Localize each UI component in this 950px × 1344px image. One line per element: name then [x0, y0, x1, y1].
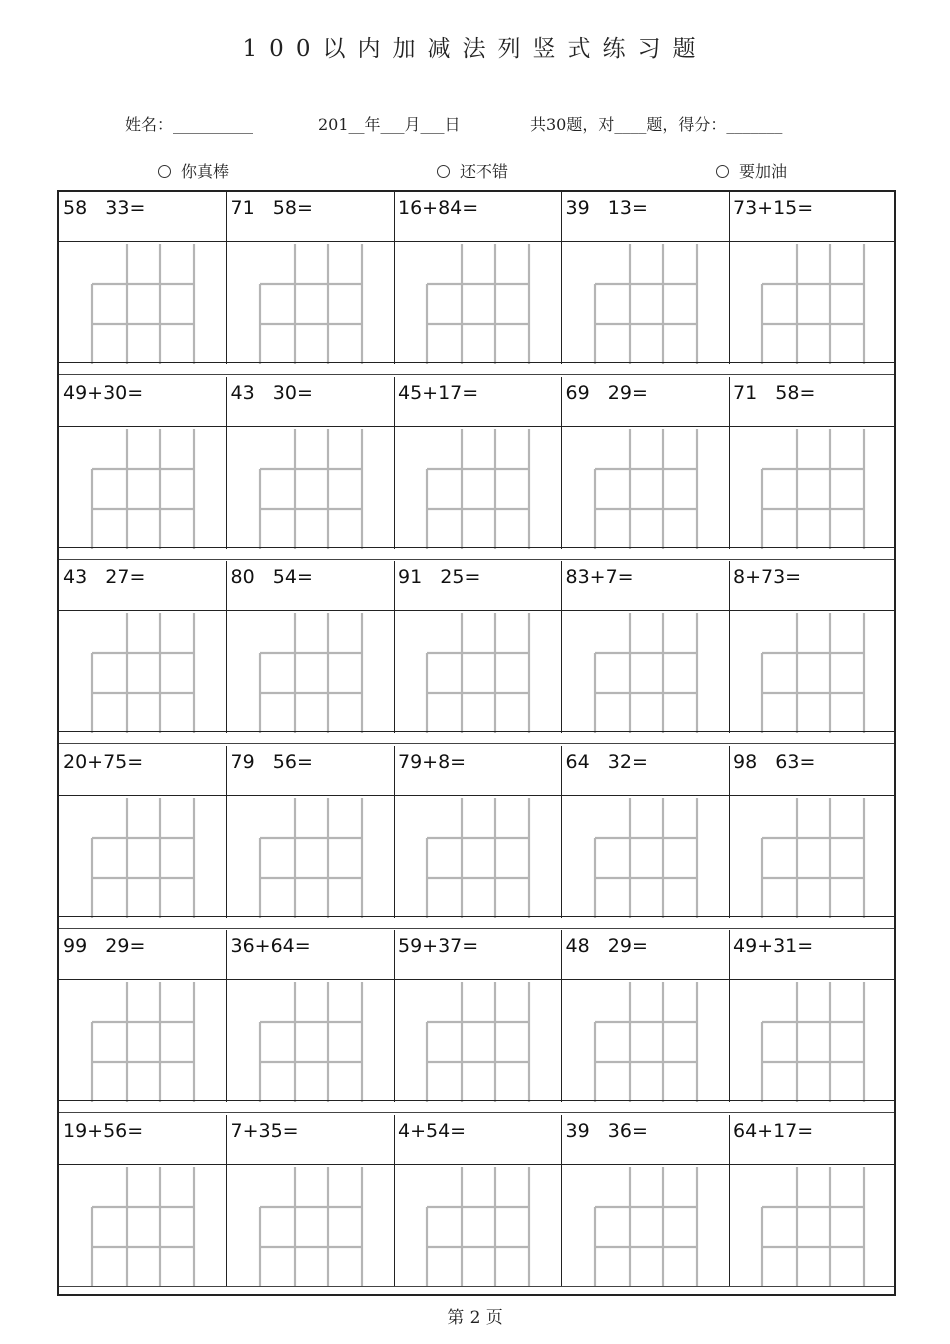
problem-divider: [59, 795, 894, 796]
problem-cell: [227, 192, 395, 364]
problem-text: 8+73=: [733, 566, 802, 588]
problem-row: [59, 746, 894, 930]
problem-text: 19+56=: [63, 1119, 144, 1142]
problem-divider: [59, 426, 894, 427]
page-number: 第 2 页: [447, 1308, 503, 1328]
problem-text: 79 56=: [230, 750, 313, 773]
problem-row: [59, 1115, 894, 1299]
row-separator: [59, 743, 894, 744]
problem-cell: [394, 746, 562, 918]
problem-row: [59, 561, 894, 745]
row-separator: [59, 1112, 894, 1113]
problem-text: 20+75=: [63, 750, 144, 773]
problem-cell: [394, 930, 562, 1102]
row-separator: [59, 547, 894, 548]
problem-cell: [729, 746, 897, 918]
problem-text: 43 27=: [63, 566, 146, 588]
problem-text: 73+15=: [733, 197, 814, 219]
problem-cell: [562, 377, 730, 549]
row-separator: [59, 1100, 894, 1101]
problem-row: [59, 377, 894, 561]
name-field[interactable]: 姓名：__________: [125, 115, 254, 134]
problem-text: 36+64=: [230, 935, 311, 957]
row-separator: [59, 916, 894, 917]
problem-text: 83+7=: [565, 566, 634, 588]
radio-circle-icon[interactable]: [437, 165, 450, 178]
problem-text: 39 36=: [565, 1119, 648, 1142]
date-field[interactable]: 201__年___月___日: [318, 115, 461, 134]
problem-cell: [59, 1115, 227, 1287]
problem-divider: [59, 241, 894, 242]
problem-cell: [394, 561, 562, 733]
problem-text: 49+31=: [733, 935, 814, 957]
problem-text: 79+8=: [398, 750, 467, 773]
problem-cell: [394, 377, 562, 549]
problem-cell: [227, 561, 395, 733]
problem-cell: [729, 192, 897, 364]
row-separator: [59, 374, 894, 375]
problem-text: 64 32=: [565, 750, 648, 773]
problem-text: 48 29=: [565, 935, 648, 957]
problem-cell: [562, 930, 730, 1102]
radio-circle-icon[interactable]: [158, 165, 171, 178]
problem-cell: [227, 746, 395, 918]
problem-row: [59, 930, 894, 1114]
problem-text: 91 25=: [398, 566, 481, 588]
problem-cell: [227, 1115, 395, 1287]
problem-text: 58 33=: [63, 197, 146, 219]
row-separator: [59, 731, 894, 732]
problem-cell: [562, 746, 730, 918]
score-field[interactable]: 共30题，对____题，得分：_______: [530, 115, 783, 134]
problem-text: 71 58=: [230, 197, 313, 219]
problem-cell: [227, 377, 395, 549]
problem-text: 64+17=: [733, 1119, 814, 1142]
problem-divider: [59, 979, 894, 980]
problem-text: 49+30=: [63, 381, 144, 404]
worksheet-grid: [57, 190, 896, 1296]
problem-cell: [729, 1115, 897, 1287]
problem-text: 39 13=: [565, 197, 648, 219]
problem-divider: [59, 610, 894, 611]
problem-row: [59, 192, 894, 376]
problem-cell: [59, 930, 227, 1102]
problem-text: 99 29=: [63, 935, 146, 957]
problem-cell: [394, 1115, 562, 1287]
info-line: [0, 112, 950, 138]
rating-option-try-harder[interactable]: [716, 159, 787, 182]
problem-cell: [729, 377, 897, 549]
radio-circle-icon[interactable]: [716, 165, 729, 178]
rating-label: 你真棒: [181, 162, 230, 181]
row-separator: [59, 559, 894, 560]
problem-cell: [729, 561, 897, 733]
problem-text: 71 58=: [733, 381, 816, 404]
rating-options: [0, 159, 950, 185]
problem-cell: [562, 192, 730, 364]
problem-cell: [729, 930, 897, 1102]
problem-text: 69 29=: [565, 381, 648, 404]
problem-text: 45+17=: [398, 381, 479, 404]
problem-text: 80 54=: [230, 566, 313, 588]
problem-cell: [59, 746, 227, 918]
problem-cell: [59, 192, 227, 364]
rating-option-great[interactable]: [158, 159, 229, 182]
problem-text: 59+37=: [398, 935, 479, 957]
problem-cell: [394, 192, 562, 364]
row-separator: [59, 362, 894, 363]
problem-text: 16+84=: [398, 197, 479, 219]
problem-cell: [227, 930, 395, 1102]
rating-label: 要加油: [739, 162, 788, 181]
row-separator: [59, 928, 894, 929]
problem-cell: [59, 377, 227, 549]
rating-label: 还不错: [460, 162, 509, 181]
row-separator: [59, 1286, 894, 1287]
problem-text: 98 63=: [733, 750, 816, 773]
problem-cell: [59, 561, 227, 733]
problem-divider: [59, 1164, 894, 1165]
problem-cell: [562, 561, 730, 733]
problem-text: 4+54=: [398, 1119, 467, 1142]
problem-text: 43 30=: [230, 381, 313, 404]
rating-option-good[interactable]: [437, 159, 508, 182]
problem-text: 7+35=: [230, 1119, 299, 1142]
page-title: 100以内加减法列竖式练习题: [242, 36, 708, 62]
problem-cell: [562, 1115, 730, 1287]
